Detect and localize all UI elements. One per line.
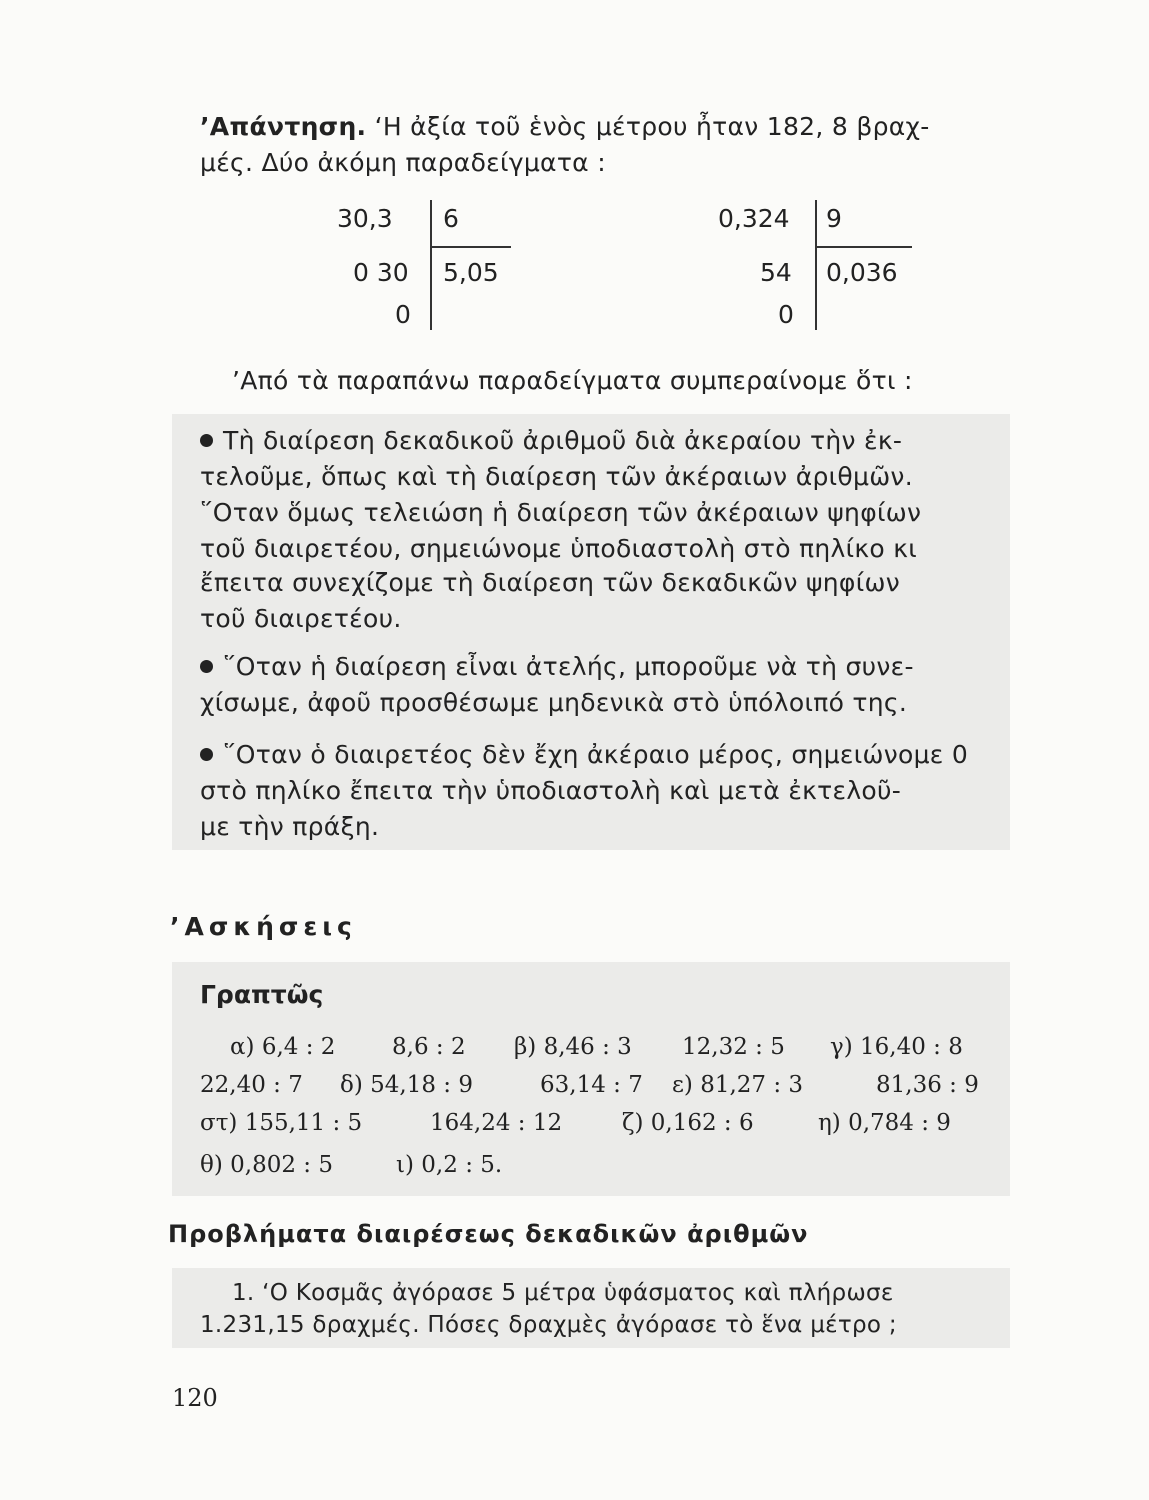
- conclusion-intro: ’Από τὰ παραπάνω παραδείγματα συμπεραίνομε ὅτι :: [232, 366, 913, 395]
- remainder-2: 0: [778, 300, 794, 329]
- step1-2: 54: [760, 258, 792, 287]
- bullet-icon: [200, 748, 213, 761]
- rule-2-line-2: χίσωμε, ἀφοῦ προσθέσωμε μηδενικὰ στὸ ὑπόλοιπό της.: [200, 688, 908, 717]
- quotient-1: 5,05: [443, 258, 499, 287]
- dividend-2: 0,324: [718, 204, 790, 233]
- rule-3-line-2: στὸ πηλίκο ἔπειτα τὴν ὑποδιαστολὴ καὶ μετὰ ἐκτελοῦ-: [200, 776, 902, 805]
- exercise-item: 12,32 : 5: [682, 1034, 785, 1060]
- rule-1-line-6: τοῦ διαιρετέου.: [200, 604, 402, 633]
- dividend-1: 30,3: [337, 204, 393, 233]
- answer-text: ‘Η ἀξία τοῦ ἑνὸς μέτρου ἦταν 182, 8 βραχ-: [366, 112, 930, 141]
- bullet-icon: [200, 434, 213, 447]
- exercise-item: 164,24 : 12: [430, 1110, 563, 1136]
- division-bar-vertical-2: [815, 200, 817, 330]
- exercise-item: γ) 16,40 : 8: [830, 1034, 963, 1060]
- answer-label: ’Απάντηση.: [200, 112, 367, 141]
- exercise-item: η) 0,784 : 9: [818, 1110, 951, 1136]
- rule-1-line-1: Τὴ διαίρεση δεκαδικοῦ ἀριθμοῦ διὰ ἀκεραίου τὴν ἐκ-: [200, 426, 990, 455]
- quotient-2: 0,036: [826, 258, 898, 287]
- exercise-item: στ) 155,11 : 5: [200, 1110, 363, 1136]
- rule-1-line-4: τοῦ διαιρετέου, σημειώνομε ὑποδιαστολὴ στὸ πηλίκο κι: [200, 534, 918, 563]
- exercise-item: ζ) 0,162 : 6: [622, 1110, 754, 1136]
- rule-3-line-1: ῞Οταν ὁ διαιρετέος δὲν ἔχη ἀκέραιο μέρος, σημειώνομε 0: [200, 740, 990, 769]
- problems-heading: Προβλήματα διαιρέσεως δεκαδικῶν ἀριθμῶν: [168, 1220, 809, 1248]
- problem-1-line-1: 1. ‘Ο Κοσμᾶς ἀγόρασε 5 μέτρα ὑφάσματος καὶ πλήρωσε: [232, 1280, 894, 1306]
- divisor-1: 6: [443, 204, 459, 233]
- written-heading: Γραπτῶς: [200, 980, 324, 1009]
- rule-2-line-1: ῞Οταν ἡ διαίρεση εἶναι ἀτελής, μποροῦμε νὰ τὴ συνε-: [200, 652, 990, 681]
- exercise-item: ι) 0,2 : 5.: [396, 1152, 503, 1178]
- rule-1-line-5: ἔπειτα συνεχίζομε τὴ διαίρεση τῶν δεκαδικῶν ψηφίων: [200, 568, 900, 597]
- exercise-item: 63,14 : 7: [540, 1072, 643, 1098]
- division-bar-vertical-1: [430, 200, 432, 330]
- exercise-item: δ) 54,18 : 9: [340, 1072, 473, 1098]
- answer-line-2: μές. Δύο ἀκόμη παραδείγματα :: [200, 148, 606, 177]
- exercise-item: α) 6,4 : 2: [230, 1034, 336, 1060]
- rule-3-line-3: με τὴν πράξη.: [200, 812, 380, 841]
- divisor-2: 9: [826, 204, 842, 233]
- exercise-item: 8,6 : 2: [392, 1034, 466, 1060]
- exercises-heading: ’Ασκήσεις: [170, 912, 357, 941]
- bullet-icon: [200, 660, 213, 673]
- exercise-item: ε) 81,27 : 3: [672, 1072, 804, 1098]
- exercise-item: θ) 0,802 : 5: [200, 1152, 333, 1178]
- exercise-item: 22,40 : 7: [200, 1072, 303, 1098]
- division-bar-horizontal-2: [816, 246, 912, 248]
- problem-1-line-2: 1.231,15 δραχμές. Πόσες δραχμὲς ἀγόρασε τὸ ἕνα μέτρο ;: [200, 1312, 897, 1338]
- step1-1: 0 30: [353, 258, 409, 287]
- rule-1-line-3: ῞Οταν ὅμως τελειώση ἡ διαίρεση τῶν ἀκέραιων ψηφίων: [200, 498, 922, 527]
- exercise-item: 81,36 : 9: [876, 1072, 979, 1098]
- division-bar-horizontal-1: [431, 246, 511, 248]
- remainder-1: 0: [395, 300, 411, 329]
- rule-1-line-2: τελοῦμε, ὅπως καὶ τὴ διαίρεση τῶν ἀκέραιων ἀριθμῶν.: [200, 462, 913, 491]
- page-number: 120: [172, 1384, 218, 1412]
- exercise-item: β) 8,46 : 3: [514, 1034, 632, 1060]
- answer-line-1: [200, 112, 990, 141]
